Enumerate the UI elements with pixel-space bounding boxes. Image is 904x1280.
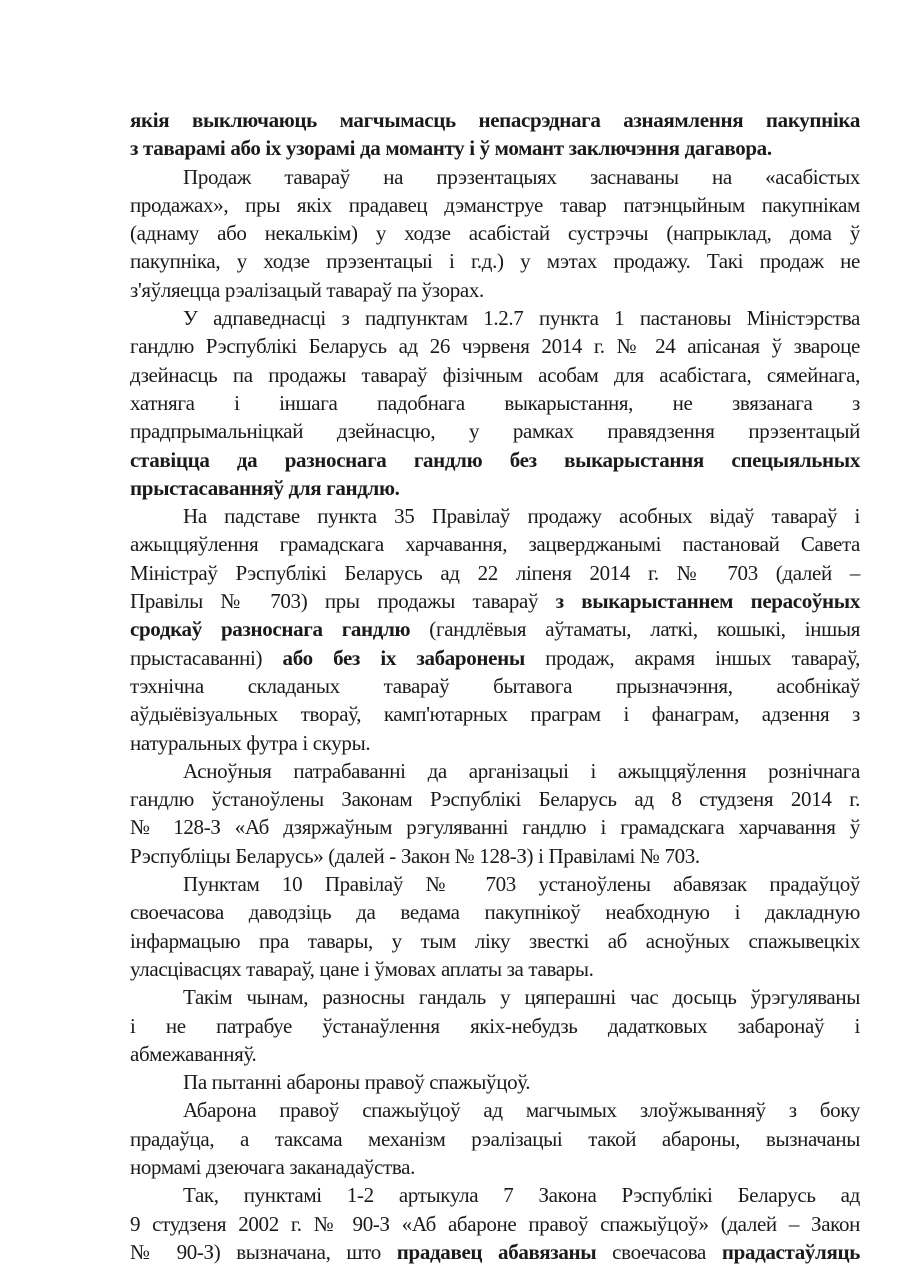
text-line <box>130 361 860 389</box>
bold-text-segment: або без іх забаронены <box>282 645 525 670</box>
bold-text-segment: прадастаўляць <box>721 1239 860 1264</box>
text-segment: гандлю ўстаноўлены Законам Рэспублікі Беларусь ад 8 студзеня 2014 г. <box>130 787 860 812</box>
text-segment: продаж, акрамя іншых тавараў, <box>524 645 860 670</box>
text-line <box>130 785 860 813</box>
text-segment: гандлю Рэспублікі Беларусь ад 26 чэрвеня 2014 г. № 24 апісаная ў звароце <box>130 334 860 359</box>
text-line <box>130 700 860 728</box>
text-segment: Рэспубліцы Беларусь» (далей - Закон № 128-З) і Правіламі № 703. <box>130 843 700 868</box>
text-line <box>130 276 860 304</box>
text-line <box>130 247 860 275</box>
text-line <box>130 1068 860 1096</box>
text-segment: ажыццяўлення грамадскага харчавання, зацверджанымі пастановай Савета <box>130 532 860 557</box>
text-segment: прыстасаванні) <box>130 645 283 670</box>
bold-text-segment: ставіцца да разноснага гандлю без выкарыстання спецыяльных <box>130 447 860 472</box>
text-segment: № 90-З) вызначана, што <box>130 1239 397 1264</box>
text-segment: (аднаму або некалькім) у ходзе асабістай сустрэчы (напрыклад, дома ў <box>130 221 860 246</box>
text-line <box>130 983 860 1011</box>
text-line <box>130 1153 860 1181</box>
text-segment: Па пытанні абароны правоў спажыўцоў. <box>183 1070 531 1095</box>
text-line <box>130 955 860 983</box>
text-segment: На падставе пункта 35 Правілаў продажу асобных відаў тавараў і <box>183 504 860 529</box>
text-line <box>130 530 860 558</box>
text-line <box>130 502 860 530</box>
text-line <box>130 729 860 757</box>
text-line <box>130 304 860 332</box>
text-line <box>130 332 860 360</box>
text-line <box>130 1210 860 1238</box>
text-segment: № 128-З «Аб дзяржаўным рэгуляванні гандлю і грамадскага харчавання ў <box>130 815 860 840</box>
text-line <box>130 672 860 700</box>
text-line <box>130 1040 860 1068</box>
text-segment: Міністраў Рэспублікі Беларусь ад 22 ліпеня 2014 г. № 703 (далей – <box>130 560 860 585</box>
text-line <box>130 615 860 643</box>
text-line <box>130 1125 860 1153</box>
bold-text-segment: з выкарыстаннем перасоўных <box>555 589 860 614</box>
text-segment: Асноўныя патрабаванні да арганізацыі і ажыццяўлення рознічнага <box>183 758 860 783</box>
text-segment: інфармацыю пра тавары, у тым ліку звесткі аб асноўных спажывецкіх <box>130 928 860 953</box>
text-segment: дзейнасць па продажы тавараў фізічным асобам для асабістага, сямейнага, <box>130 362 860 387</box>
text-line <box>130 587 860 615</box>
text-segment: хатняга і іншага падобнага выкарыстання, не звязанага з <box>130 390 860 415</box>
text-segment: Так, пунктамі 1-2 артыкула 7 Закона Рэспублікі Беларусь ад <box>183 1183 860 1208</box>
text-segment: своечасова <box>596 1239 722 1264</box>
text-line <box>130 417 860 445</box>
text-segment: нормамі дзеючага заканадаўства. <box>130 1154 416 1179</box>
text-line <box>130 927 860 955</box>
text-line <box>130 898 860 926</box>
bold-text-segment: з таварамі або іх узорамі да моманту і ў момант заключэння дагавора. <box>130 136 772 161</box>
text-segment: аўдыёвізуальных твораў, камп'ютарных праграм і фанаграм, адзення з <box>130 702 860 727</box>
text-segment: Продаж тавараў на прэзентацыях заснаваны на «асабістых <box>183 164 860 189</box>
bold-text-segment: прадавец абавязаны <box>396 1239 597 1264</box>
text-line <box>130 1238 860 1266</box>
text-line <box>130 106 860 134</box>
text-segment: натуральных футра і скуры. <box>130 730 371 755</box>
text-line <box>130 813 860 841</box>
text-line <box>130 870 860 898</box>
bold-text-segment: прыстасаванняў для гандлю. <box>130 475 400 500</box>
text-line <box>130 1096 860 1124</box>
text-line <box>130 219 860 247</box>
text-segment: абмежаванняў. <box>130 1041 257 1066</box>
text-segment: Такім чынам, разносны гандаль у цяперашні час досыць ўрэгуляваны <box>183 985 860 1010</box>
text-line <box>130 474 860 502</box>
text-line <box>130 191 860 219</box>
text-line <box>130 757 860 785</box>
text-line <box>130 389 860 417</box>
text-line <box>130 644 860 672</box>
text-segment: і не патрабуе ўстанаўлення якіх-небудзь дадатковых забаронаў і <box>130 1013 860 1038</box>
text-line <box>130 446 860 474</box>
text-segment: тэхнічна складаных тавараў бытавога прызначэння, асобнікаў <box>130 673 860 698</box>
text-line <box>130 559 860 587</box>
text-segment: прадаўца, а таксама механізм рэалізацыі такой абароны, вызначаны <box>130 1126 860 1151</box>
text-line <box>130 1012 860 1040</box>
document-page <box>130 106 860 1266</box>
text-line <box>130 134 860 162</box>
text-line <box>130 163 860 191</box>
text-segment: (гандлёвыя аўтаматы, латкі, кошыкі, іншыя <box>410 617 861 642</box>
text-segment: своечасова даводзіць да ведама пакупнікоў неабходную і дакладную <box>130 900 860 925</box>
text-segment: продажах», пры якіх прадавец дэманструе тавар патэнцыйным пакупнікам <box>130 192 860 217</box>
text-segment: пакупніка, у ходзе прэзентацыі і г.д.) у мэтах продажу. Такі продаж не <box>130 249 860 274</box>
text-segment: прадпрымальніцкай дзейнасцю, у рамках правядзення прэзентацый <box>130 419 860 444</box>
bold-text-segment: сродкаў разноснага гандлю <box>130 617 411 642</box>
bold-text-segment: якія выключаюць магчымасць непасрэднага азнаямлення пакупніка <box>130 108 860 132</box>
text-segment: 9 студзеня 2002 г. № 90-З «Аб абароне правоў спажыўцоў» (далей – Закон <box>130 1211 860 1236</box>
text-segment: з'яўляецца рэалізацый тавараў па ўзорах. <box>130 277 484 302</box>
text-segment: Пунктам 10 Правілаў № 703 устаноўлены абавязак прадаўцоў <box>183 872 860 897</box>
text-line <box>130 842 860 870</box>
text-segment: Правілы № 703) пры продажы тавараў <box>130 589 556 614</box>
text-segment: У адпаведнасці з падпунктам 1.2.7 пункта 1 пастановы Міністэрства <box>183 306 860 331</box>
text-segment: уласцівасцях тавараў, цане і ўмовах аплаты за тавары. <box>130 956 594 981</box>
text-segment: Абарона правоў спажыўцоў ад магчымых злоўжыванняў з боку <box>183 1098 860 1123</box>
text-line <box>130 1181 860 1209</box>
